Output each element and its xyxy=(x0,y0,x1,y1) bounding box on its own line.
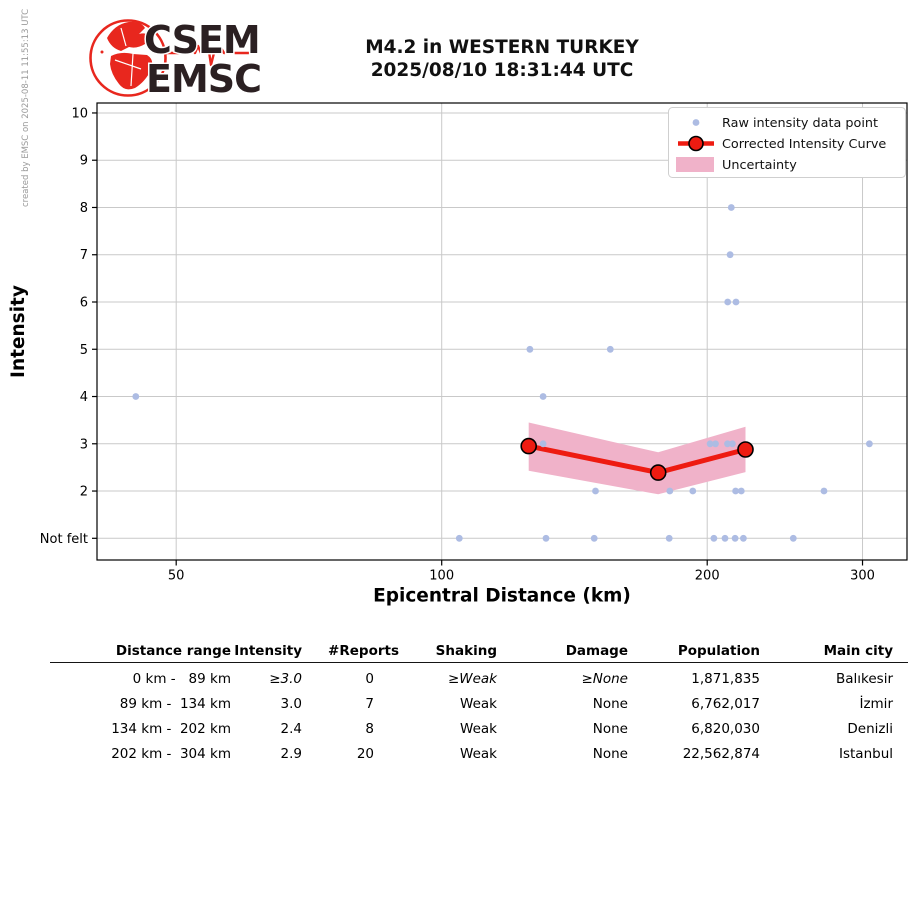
raw-data-point xyxy=(689,488,696,495)
y-tick-label: 4 xyxy=(79,390,88,406)
raw-data-point xyxy=(711,535,718,542)
table-cell-main_city: Denizli xyxy=(847,720,893,737)
table-cell-distance_range: 134 km - 202 km xyxy=(111,720,231,737)
raw-data-point xyxy=(456,535,463,542)
table-cell-damage: ≥None xyxy=(581,670,628,687)
raw-data-point xyxy=(724,299,731,306)
legend-raw-point-icon xyxy=(693,119,700,126)
table-cell-reports: 7 xyxy=(365,695,374,712)
y-tick-label: 5 xyxy=(79,342,88,358)
table-row xyxy=(50,716,893,741)
logo-text-csem: CSEM xyxy=(144,18,260,62)
y-tick-label: 6 xyxy=(79,295,88,311)
legend-band-icon xyxy=(676,157,714,172)
table-header-cell: Distance range xyxy=(115,643,231,659)
table-cell-distance_range: 89 km - 134 km xyxy=(119,695,231,712)
y-tick-label: Not felt xyxy=(39,531,88,547)
legend-label: Corrected Intensity Curve xyxy=(722,137,887,153)
x-tick-label: 200 xyxy=(694,568,720,584)
logo-text-emsc: EMSC xyxy=(146,57,262,101)
x-tick-label: 100 xyxy=(429,568,455,584)
x-tick-label: 300 xyxy=(850,568,875,584)
table-header-row xyxy=(50,640,893,662)
raw-data-point xyxy=(740,535,747,542)
table-header-cell: Shaking xyxy=(435,643,497,659)
curve-marker xyxy=(651,465,666,480)
table-header-cell: Main city xyxy=(823,643,893,659)
y-tick-label: 9 xyxy=(79,153,88,169)
raw-data-point xyxy=(728,204,735,211)
table-cell-shaking: ≥Weak xyxy=(447,670,497,687)
table-cell-reports: 20 xyxy=(356,745,374,762)
table-cell-reports: 0 xyxy=(365,670,374,687)
legend-curve-marker-icon xyxy=(689,137,703,151)
table-header-cell: Damage xyxy=(565,643,628,659)
table-cell-intensity: 3.0 xyxy=(280,695,302,712)
x-axis-title: Epicentral Distance (km) xyxy=(373,585,631,607)
y-axis-title: Intensity xyxy=(8,285,29,378)
y-tick-label: 10 xyxy=(71,106,88,122)
raw-data-point xyxy=(738,488,745,495)
title-datetime: 2025/08/10 18:31:44 UTC xyxy=(370,60,634,81)
table-header-cell: Intensity xyxy=(234,643,302,659)
legend-label: Raw intensity data point xyxy=(722,116,879,132)
y-tick-label: 7 xyxy=(79,248,88,264)
table-cell-shaking: Weak xyxy=(460,745,497,762)
raw-data-point xyxy=(540,440,547,447)
raw-data-point xyxy=(607,346,614,353)
table-cell-population: 22,562,874 xyxy=(682,745,760,762)
raw-data-point xyxy=(790,535,797,542)
raw-data-point xyxy=(712,440,719,447)
table-cell-reports: 8 xyxy=(365,720,374,737)
table-cell-shaking: Weak xyxy=(460,695,497,712)
y-tick-label: 3 xyxy=(79,437,88,453)
table-cell-intensity: 2.4 xyxy=(280,720,302,737)
summary-table xyxy=(50,640,893,766)
logo-island-dot xyxy=(101,51,104,54)
table-cell-distance_range: 0 km - 89 km xyxy=(132,670,231,687)
raw-data-point xyxy=(733,299,740,306)
table-row xyxy=(50,666,893,691)
raw-data-point xyxy=(732,535,739,542)
table-cell-damage: None xyxy=(592,695,628,712)
title-event: M4.2 in WESTERN TURKEY xyxy=(365,37,639,58)
curve-marker xyxy=(738,442,753,457)
table-cell-damage: None xyxy=(592,745,628,762)
table-row xyxy=(50,741,893,766)
x-tick-label: 50 xyxy=(167,568,185,584)
table-cell-damage: None xyxy=(592,720,628,737)
table-cell-intensity: 2.9 xyxy=(280,745,302,762)
table-cell-distance_range: 202 km - 304 km xyxy=(111,745,231,762)
raw-data-point xyxy=(729,440,736,447)
raw-data-point xyxy=(821,488,828,495)
raw-data-point xyxy=(866,440,873,447)
table-cell-population: 1,871,835 xyxy=(691,670,760,687)
table-cell-main_city: Balıkesir xyxy=(835,670,893,687)
raw-data-point xyxy=(727,251,734,258)
raw-data-point xyxy=(592,488,599,495)
raw-data-point xyxy=(666,488,673,495)
curve-marker xyxy=(521,439,536,454)
table-cell-intensity: ≥3.0 xyxy=(269,670,302,687)
table-header-cell: Population xyxy=(677,643,760,659)
raw-data-point xyxy=(527,346,534,353)
raw-data-point xyxy=(540,393,547,400)
raw-data-point xyxy=(543,535,550,542)
table-cell-shaking: Weak xyxy=(460,720,497,737)
legend-label: Uncertainty xyxy=(722,158,797,174)
table-cell-main_city: İzmir xyxy=(859,695,893,712)
y-tick-label: 2 xyxy=(79,484,88,500)
raw-data-point xyxy=(722,535,729,542)
table-header-cell: #Reports xyxy=(328,643,399,659)
raw-data-point xyxy=(132,393,139,400)
raw-data-point xyxy=(666,535,673,542)
created-by-note: created by EMSC on 2025-08-11 11:55:13 UTC xyxy=(21,8,31,207)
y-tick-label: 8 xyxy=(79,200,88,216)
table-cell-population: 6,762,017 xyxy=(691,695,760,712)
raw-data-point xyxy=(591,535,598,542)
chart-title xyxy=(162,36,842,82)
table-row xyxy=(50,691,893,716)
table-cell-population: 6,820,030 xyxy=(691,720,760,737)
table-cell-main_city: Istanbul xyxy=(838,745,893,762)
